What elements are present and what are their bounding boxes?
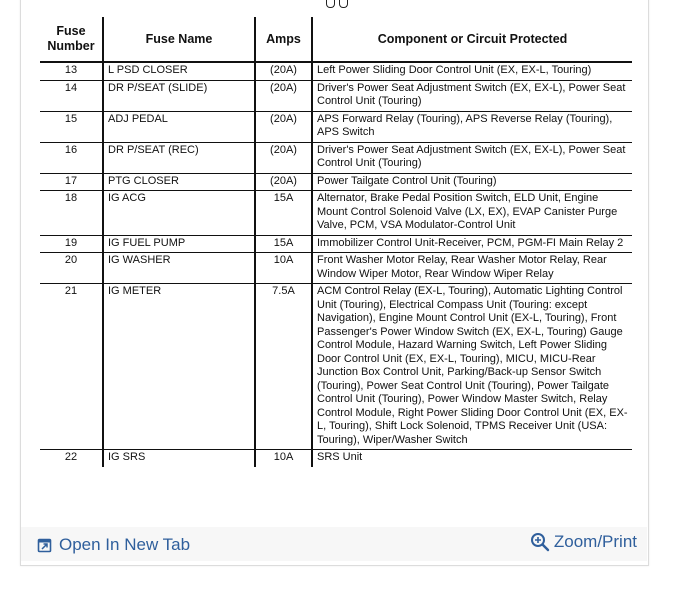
- carousel-mark-right-icon: [339, 0, 348, 8]
- component-cell: Driver's Power Seat Adjustment Switch (EX, EX-L), Power Seat Control Unit (Touring): [312, 142, 632, 173]
- amps-cell: 7.5A: [255, 284, 312, 450]
- table-row: [40, 142, 632, 173]
- component-cell: APS Forward Relay (Touring), APS Reverse Relay (Touring), APS Switch: [312, 111, 632, 142]
- image-footer-bar: [21, 527, 647, 561]
- component-cell: Alternator, Brake Pedal Position Switch, ELD Unit, Engine Mount Control Solenoid Valve (LX, EX), EVAP Canister Purge Valve, PCM, VSA Modulator-Control Unit: [312, 191, 632, 236]
- table-row: [40, 235, 632, 253]
- fuse-name-cell: DR P/SEAT (SLIDE): [103, 80, 255, 111]
- fuse-name-cell: PTG CLOSER: [103, 173, 255, 191]
- open-new-tab-icon: [37, 538, 52, 553]
- table-row: [40, 284, 632, 450]
- fuse-name-cell: IG SRS: [103, 450, 255, 467]
- header-fuse-name: Fuse Name: [103, 17, 255, 62]
- fuse-number-cell: 15: [40, 111, 103, 142]
- fuse-name-cell: ADJ PEDAL: [103, 111, 255, 142]
- table-row: [40, 173, 632, 191]
- fuse-name-cell: IG WASHER: [103, 253, 255, 284]
- zoom-print-label: Zoom/Print: [553, 532, 637, 551]
- table-row: [40, 62, 632, 80]
- amps-cell: 10A: [255, 253, 312, 284]
- component-cell: SRS Unit: [312, 450, 632, 467]
- amps-cell: (20A): [255, 62, 312, 80]
- fuse-number-cell: 18: [40, 191, 103, 236]
- open-in-new-tab-link[interactable]: [37, 535, 190, 555]
- fuse-name-cell: L PSD CLOSER: [103, 62, 255, 80]
- fuse-name-cell: DR P/SEAT (REC): [103, 142, 255, 173]
- header-component: Component or Circuit Protected: [312, 17, 632, 62]
- zoom-print-link[interactable]: [530, 532, 637, 552]
- open-in-new-tab-label: Open In New Tab: [59, 535, 191, 554]
- fuse-name-cell: IG METER: [103, 284, 255, 450]
- fuse-table: [40, 17, 632, 467]
- fuse-name-cell: IG ACG: [103, 191, 255, 236]
- table-row: [40, 111, 632, 142]
- fuse-name-cell: IG FUEL PUMP: [103, 235, 255, 253]
- component-cell: ACM Control Relay (EX-L, Touring), Automatic Lighting Control Unit (Touring), Electrical Compass Unit (Touring: except Navigation), Engine Mount Control Unit (EX-L, Touring), Front Passenger's Power Window Switch (EX, EX-L, Touring) Gauge Control Module, Hazard Warning Switch, Left Power Sliding Door Control Unit (EX, EX-L, Touring), MICU, MICU-Rear Junction Box Control Unit, Parking/Back-up Sensor Switch (Touring), Power Seat Control Unit (Touring), Power Tailgate Control Unit (Touring), Power Window Master Switch, Relay Control Module, Right Power Sliding Door Control Unit (EX, EX-L, Touring), Shift Lock Solenoid, TPMS Receiver Unit (USA: Touring), Wiper/Washer Switch: [312, 284, 632, 450]
- carousel-mark-left-icon: [326, 0, 335, 8]
- table-row: [40, 80, 632, 111]
- carousel-handle-icon[interactable]: [326, 0, 348, 8]
- fuse-number-cell: 13: [40, 62, 103, 80]
- header-amps: Amps: [255, 17, 312, 62]
- table-row: [40, 191, 632, 236]
- amps-cell: 15A: [255, 235, 312, 253]
- amps-cell: 10A: [255, 450, 312, 467]
- component-cell: Immobilizer Control Unit-Receiver, PCM, PGM-FI Main Relay 2: [312, 235, 632, 253]
- amps-cell: 15A: [255, 191, 312, 236]
- fuse-number-cell: 19: [40, 235, 103, 253]
- fuse-number-cell: 22: [64, 451, 78, 463]
- component-cell: Power Tailgate Control Unit (Touring): [312, 173, 632, 191]
- fuse-number-cell: 21: [40, 284, 103, 450]
- table-row: [40, 253, 632, 284]
- fuse-number-cell: 20: [40, 253, 103, 284]
- table-header-row: [40, 17, 632, 62]
- fuse-number-cell: 16: [40, 142, 103, 173]
- header-fuse-number: Fuse Number: [40, 17, 103, 62]
- amps-cell: (20A): [255, 142, 312, 173]
- amps-cell: (20A): [255, 80, 312, 111]
- component-cell: Left Power Sliding Door Control Unit (EX, EX-L, Touring): [312, 62, 632, 80]
- table-row: [40, 450, 632, 467]
- fuse-number-cell: 17: [40, 173, 103, 191]
- fuse-number-cell: 14: [40, 80, 103, 111]
- component-cell: Driver's Power Seat Adjustment Switch (EX, EX-L), Power Seat Control Unit (Touring): [312, 80, 632, 111]
- amps-cell: (20A): [255, 111, 312, 142]
- component-cell: Front Washer Motor Relay, Rear Washer Motor Relay, Rear Window Wiper Motor, Rear Window Wiper Relay: [312, 253, 632, 284]
- zoom-magnifier-icon: [530, 532, 550, 552]
- amps-cell: (20A): [255, 173, 312, 191]
